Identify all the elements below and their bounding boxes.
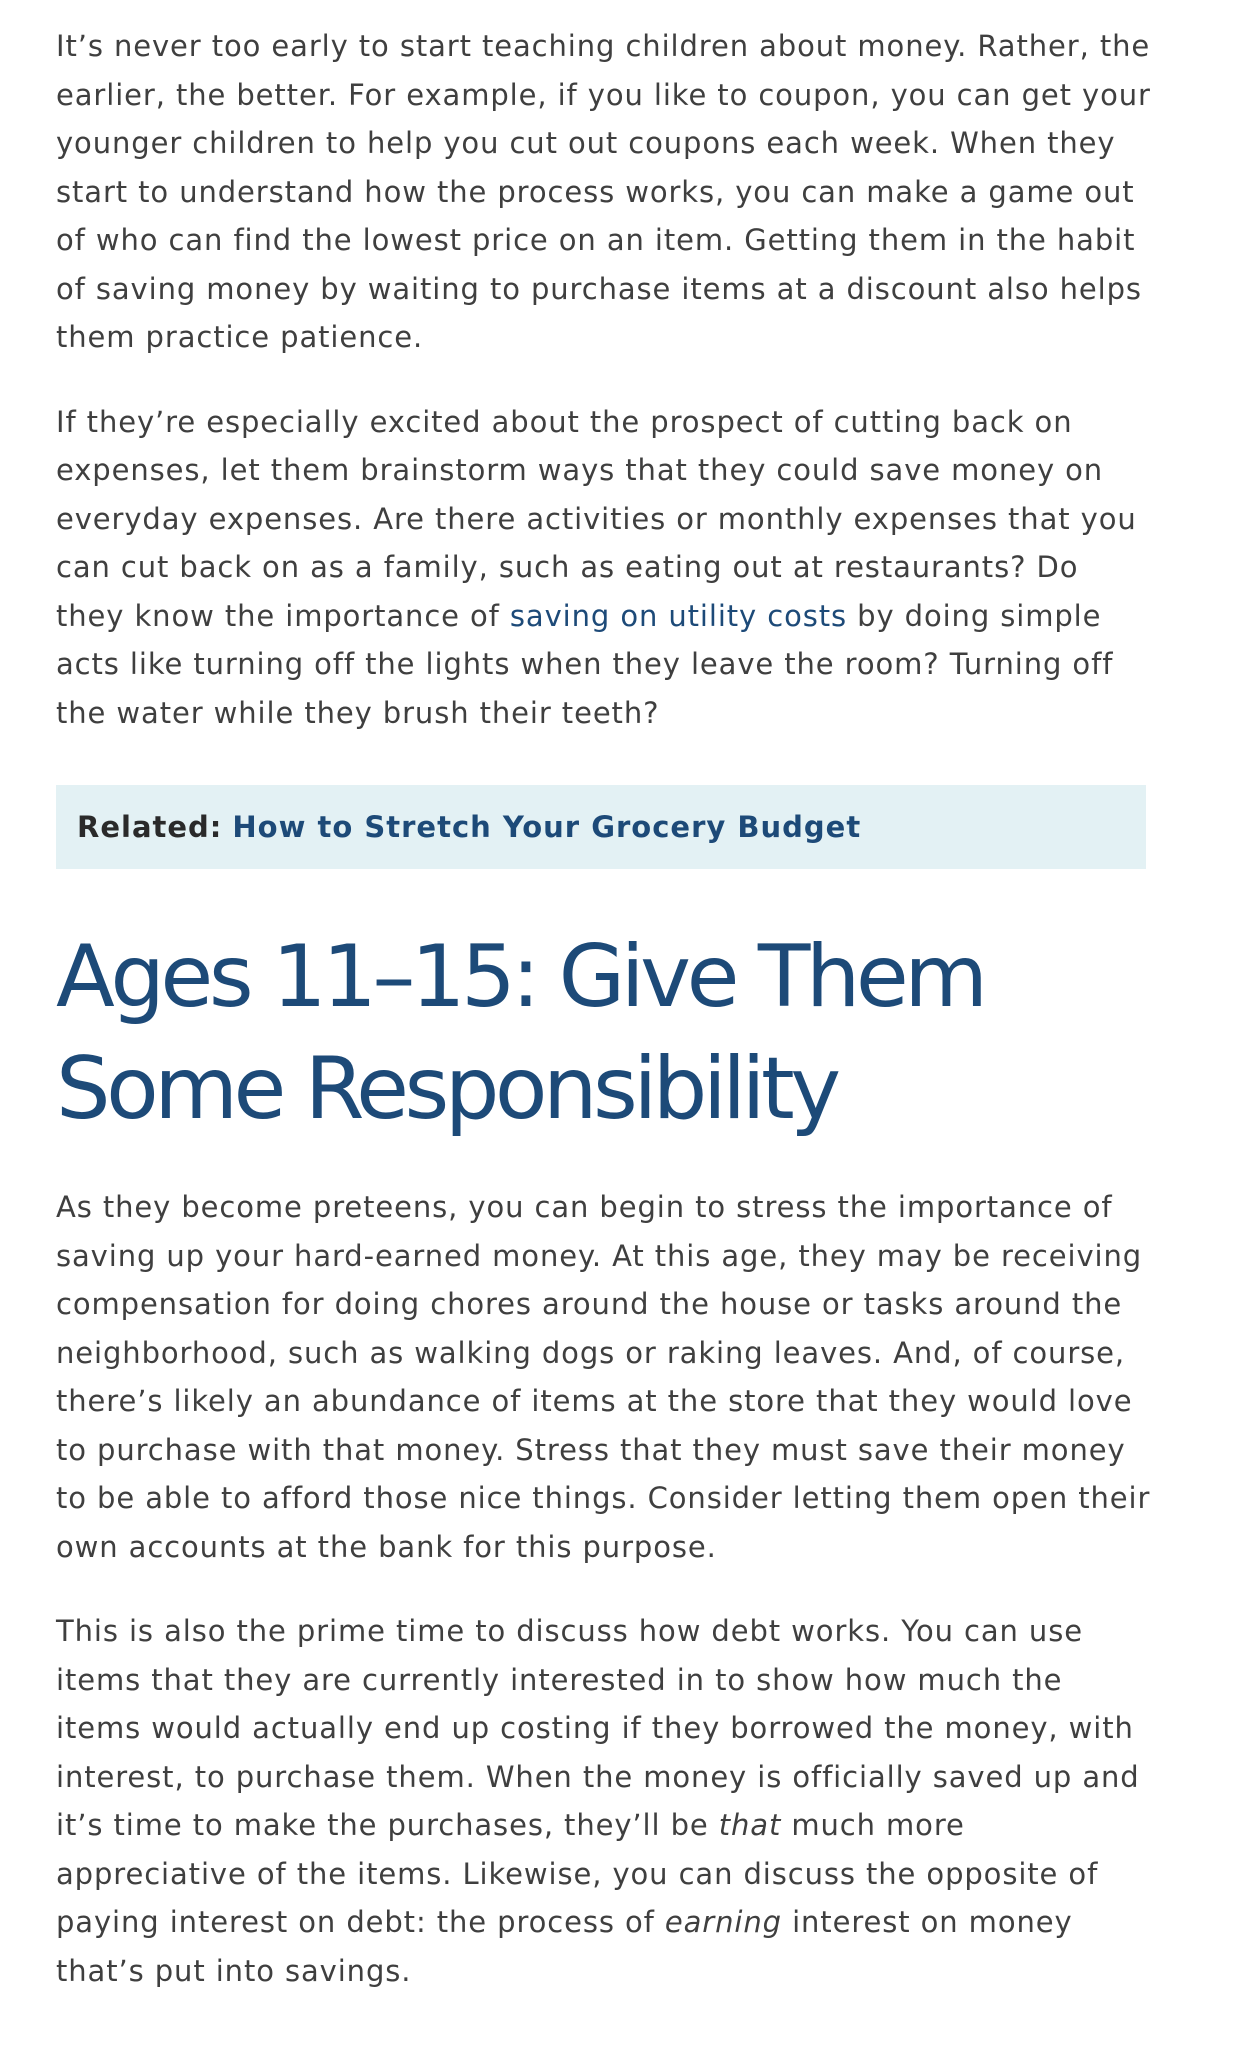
related-article-link[interactable]: How to Stretch Your Grocery Budget xyxy=(232,810,862,844)
paragraph-preteens: As they become preteens, you can begin to stress the importance of saving up your hard-earned money. At this age, they may be receiving compensation for doing chores around the house or tasks around the neighborhood, such as walking dogs or raking leaves. And, of course, there’s likely an abundance of items at the store that they would love to purchase with that money. Stress that they must save their money to be able to afford those nice things. Consider letting them open their own accounts at the bank for this purpose. xyxy=(56,1190,1151,1564)
article-body xyxy=(56,22,1156,1995)
paragraph-coupons: It’s never too early to start teaching children about money. Rather, the earlier, the better. For example, if you like to coupon, you can get your younger children to help you cut out coupons each week. When they start to understand how the process works, you can make a game out of who can find the lowest price on an item. Getting them in the habit of saving money by waiting to purchase items at a discount also helps them practice patience. xyxy=(56,29,1151,354)
paragraph-expenses-text-start: If they’re especially excited about the prospect of cutting back on expenses, let them brainstorm ways that they could save money on everyday expenses. Are there activities or monthly expenses that you can cut back on as a family, such as eating out at restaurants? Do they know the importance of xyxy=(56,404,1137,633)
paragraph-debt-text-3: interest on money that’s put into savings. xyxy=(56,1905,1073,1988)
paragraph-debt-text-1: This is also the prime time to discuss how debt works. You can use items that they are currently interested in to show how much the items would actually end up costing if they borrowed the money, with interest, to purchase them. When the money is officially saved up and it’s time to make the purchases, they’ll be xyxy=(56,1614,1140,1842)
paragraph-debt xyxy=(56,1607,1156,1995)
related-label: Related: xyxy=(77,810,223,844)
paragraph-debt-text-2: much more appreciative of the items. Likewise, you can discuss the opposite of paying interest on debt: the process of xyxy=(56,1808,1099,1939)
emphasis-earning: earning xyxy=(664,1905,782,1939)
utility-costs-link[interactable]: saving on utility costs xyxy=(509,598,848,633)
section-heading: Ages 11–15: Give Them Some Responsibility xyxy=(56,927,984,1139)
paragraph-expenses-text-end: by doing simple acts like turning off the lights when they leave the room? Turning off the water while they brush their teeth? xyxy=(56,598,1114,730)
paragraph-expenses xyxy=(56,398,1156,738)
emphasis-that: that xyxy=(718,1808,782,1842)
related-article-callout xyxy=(56,785,1146,869)
